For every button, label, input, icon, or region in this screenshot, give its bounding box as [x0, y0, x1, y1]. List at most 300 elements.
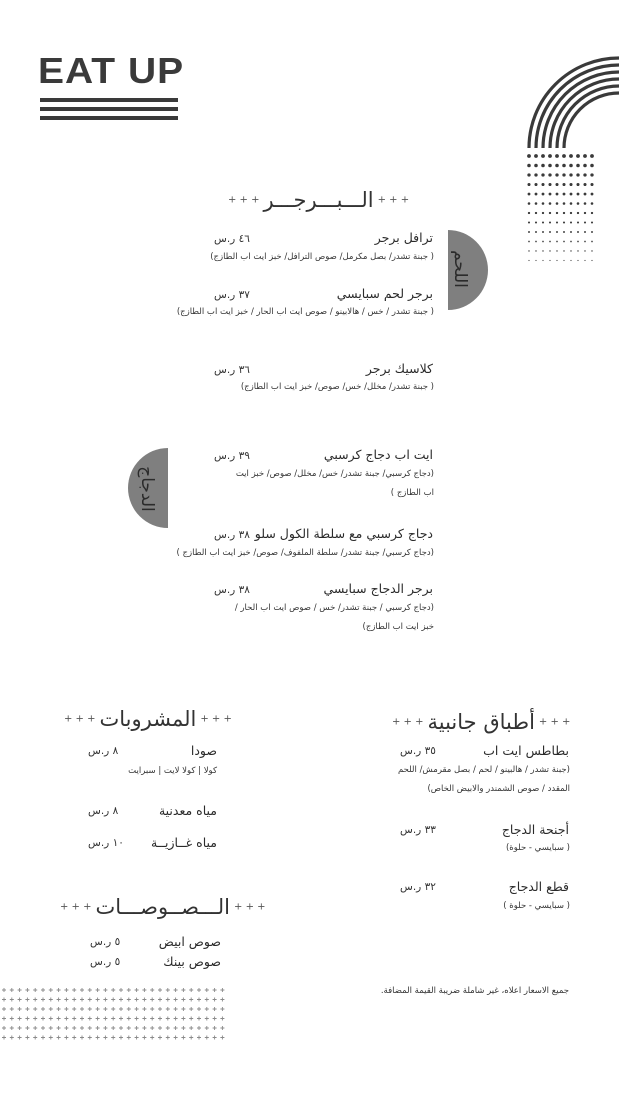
decor-plus	[127, 998, 131, 1002]
decor-plus	[166, 988, 170, 992]
menu-item-description: ( جبنة تشدر / خس / هالابينو / صوص ايت اب الحار / خبز ايت اب الطازج)	[176, 307, 434, 317]
decor-dot	[534, 154, 538, 158]
decor-plus	[181, 1007, 185, 1011]
decor-plus	[135, 1007, 139, 1011]
decor-dot	[590, 173, 593, 176]
decor-plus	[181, 1017, 185, 1021]
sides-section-title: + + +أطباق جانبية+ + +	[392, 710, 571, 734]
decor-plus	[57, 1036, 61, 1040]
decor-plus	[10, 988, 14, 992]
decor-dot	[535, 193, 538, 196]
menu-item-price: ٣٢ ر.س	[400, 881, 436, 893]
decor-dot	[528, 241, 530, 243]
decor-dot	[555, 154, 559, 158]
decor-plus	[142, 988, 146, 992]
decor-plus	[166, 1017, 170, 1021]
decor-plus	[57, 998, 61, 1002]
decor-plus	[158, 988, 162, 992]
decor-plus	[18, 988, 22, 992]
decor-dot	[535, 241, 537, 243]
decor-dot	[556, 260, 557, 261]
decor-dot	[591, 231, 593, 233]
decor-plus	[64, 998, 68, 1002]
decor-plus	[166, 998, 170, 1002]
decor-plus	[25, 1017, 29, 1021]
decor-dot	[534, 183, 537, 186]
menu-item-price: ٨ ر.س	[88, 805, 119, 817]
menu-item-price: ٨ ر.س	[88, 745, 119, 757]
decor-dot	[541, 154, 545, 158]
decor-plus	[174, 998, 178, 1002]
decor-plus	[213, 1036, 217, 1040]
menu-item-price: ٤٦ ر.س	[214, 233, 250, 245]
decor-dot	[569, 154, 573, 158]
decor-plus	[2, 1007, 6, 1011]
decor-plus	[181, 1026, 185, 1030]
decor-plus	[57, 1017, 61, 1021]
decor-plus	[158, 1007, 162, 1011]
decor-dot	[577, 260, 578, 261]
decor-plus	[10, 1017, 14, 1021]
logo-stripe	[40, 116, 178, 120]
decor-dot	[569, 173, 572, 176]
decor-plus	[96, 1017, 100, 1021]
decor-plus	[213, 988, 217, 992]
decor-plus	[166, 1036, 170, 1040]
decor-plus	[189, 988, 193, 992]
decor-plus	[103, 998, 107, 1002]
decor-dot	[548, 164, 552, 168]
decor-plus	[103, 988, 107, 992]
decor-plus	[142, 1026, 146, 1030]
decor-dot	[528, 221, 530, 223]
decor-plus	[127, 1017, 131, 1021]
decor-plus	[25, 998, 29, 1002]
decor-dot	[570, 250, 571, 251]
decor-plus	[220, 1036, 224, 1040]
menu-item-name: أجنحة الدجاج	[501, 822, 569, 837]
decor-plus	[150, 1017, 154, 1021]
decor-dot	[569, 164, 573, 168]
decor-plus	[25, 1007, 29, 1011]
decor-plus	[174, 988, 178, 992]
decor-plus	[220, 1017, 224, 1021]
decor-dot	[583, 154, 587, 158]
decor-plus	[64, 1017, 68, 1021]
decor-dot	[556, 231, 558, 233]
menu-item-name: صوص ابيض	[158, 934, 221, 949]
decor-plus	[10, 1026, 14, 1030]
decor-plus	[57, 1026, 61, 1030]
decor-dot	[577, 202, 580, 205]
decor-dot	[535, 202, 538, 205]
decor-plus	[220, 1007, 224, 1011]
decor-plus	[18, 1036, 22, 1040]
decor-plus	[119, 1026, 123, 1030]
decor-dot	[570, 202, 573, 205]
decor-dot	[556, 212, 558, 214]
decor-plus	[2, 1026, 6, 1030]
decor-plus	[49, 1007, 53, 1011]
decor-dot	[548, 173, 551, 176]
decor-dot	[542, 260, 543, 261]
decor-plus	[135, 1026, 139, 1030]
decor-plus	[213, 1017, 217, 1021]
decor-plus	[88, 988, 92, 992]
decor-plus	[96, 1036, 100, 1040]
decor-plus	[33, 988, 37, 992]
decor-dot	[541, 183, 544, 186]
decor-dot	[527, 164, 531, 168]
menu-item-description: (دجاج كرسبي / جبنة تشدر/ خس / صوص ايت اب الحار / خبز ايت اب الطازج)	[234, 603, 434, 632]
decor-plus	[189, 1026, 193, 1030]
brand-logo: EAT UP	[38, 51, 185, 92]
decor-dot	[591, 212, 593, 214]
decor-plus	[10, 1036, 14, 1040]
decor-plus	[189, 1036, 193, 1040]
plus-pattern-decoration	[0, 985, 230, 1045]
decor-plus	[103, 1036, 107, 1040]
decor-plus	[189, 1007, 193, 1011]
decor-plus	[25, 1036, 29, 1040]
decor-dot	[542, 202, 545, 205]
decor-plus	[150, 1026, 154, 1030]
arch-dots-decoration	[520, 48, 619, 270]
decor-dot	[528, 250, 529, 251]
decor-dot	[548, 154, 552, 158]
decor-dot	[541, 164, 545, 168]
decor-plus	[96, 998, 100, 1002]
decor-dot	[563, 193, 566, 196]
decor-plus	[111, 1026, 115, 1030]
menu-item-description: (دجاج كرسبي/ جبنة تشدر/ خس/ مخلل/ صوص/ خبز ايت اب الطازج )	[235, 469, 434, 498]
decor-plus	[142, 1007, 146, 1011]
decor-plus	[41, 1036, 45, 1040]
decor-plus	[18, 998, 22, 1002]
decor-plus	[213, 1026, 217, 1030]
menu-item-description: ( سبايسي - حلوة )	[503, 901, 570, 911]
decor-dot	[583, 183, 586, 186]
decor-dot	[584, 202, 587, 205]
menu-item-description: ( جبنة تشدر/ بصل مكرمل/ صوص الترافل/ خبز ايت اب الطازج)	[210, 252, 434, 262]
decor-dot	[534, 173, 537, 176]
decor-dot	[584, 241, 586, 243]
decor-dot	[528, 193, 531, 196]
menu-item-name: دجاج كرسبي مع سلطة الكول سلو	[254, 526, 433, 541]
decor-plus	[88, 998, 92, 1002]
decor-dot	[556, 241, 558, 243]
decor-plus	[72, 1007, 76, 1011]
menu-item-description: ( جبنة تشدر/ مخلل/ خس/ صوص/ خبز ايت اب الطازج)	[240, 382, 434, 392]
decor-plus	[18, 1026, 22, 1030]
decor-dot	[563, 260, 564, 261]
decor-plus	[41, 988, 45, 992]
decor-dot	[570, 193, 573, 196]
decor-plus	[25, 988, 29, 992]
decor-dot	[583, 164, 587, 168]
decor-plus	[181, 1036, 185, 1040]
decor-plus	[80, 988, 84, 992]
decor-dot	[563, 231, 565, 233]
decor-dot	[584, 231, 586, 233]
decor-plus	[41, 998, 45, 1002]
decor-plus	[174, 1026, 178, 1030]
decor-plus	[2, 1017, 6, 1021]
decor-dot	[563, 250, 564, 251]
decor-dot	[555, 164, 559, 168]
decor-plus	[166, 1007, 170, 1011]
menu-item-description: ( سبايسي - حلوة)	[505, 843, 570, 853]
menu-item-price: ٣٦ ر.س	[214, 364, 250, 376]
decor-plus	[80, 1036, 84, 1040]
decor-dot	[549, 250, 550, 251]
menu-item-name: ترافل برجر	[374, 230, 433, 245]
decor-dot	[583, 173, 586, 176]
decor-dot	[542, 241, 544, 243]
decor-plus	[10, 1007, 14, 1011]
decor-dot	[549, 241, 551, 243]
decor-dot	[555, 183, 558, 186]
decor-plus	[33, 998, 37, 1002]
decor-plus	[142, 1017, 146, 1021]
decor-dot	[570, 231, 572, 233]
decor-dot	[535, 260, 536, 261]
decor-plus	[41, 1007, 45, 1011]
decor-dot	[570, 212, 572, 214]
decor-dot	[591, 241, 593, 243]
decor-plus	[174, 1007, 178, 1011]
menu-item-description: (دجاج كرسبي/ جبنة تشدر/ سلطة الملفوف/ صوص/ خبز ايت اب الطازج )	[176, 548, 434, 558]
decor-plus	[57, 1007, 61, 1011]
decor-dot	[556, 202, 559, 205]
decor-dot	[570, 260, 571, 261]
decor-plus	[33, 1026, 37, 1030]
decor-plus	[174, 1017, 178, 1021]
decor-dot	[569, 183, 572, 186]
beef-tab-label: اللحم	[449, 250, 470, 288]
decor-plus	[119, 1007, 123, 1011]
menu-item-name: صوص بينك	[163, 954, 221, 969]
decor-plus	[119, 988, 123, 992]
decor-dot	[527, 183, 530, 186]
decor-plus	[142, 1036, 146, 1040]
decor-plus	[135, 988, 139, 992]
decor-plus	[119, 1017, 123, 1021]
decor-plus	[80, 1026, 84, 1030]
menu-item-description: (جبنة تشدر / هالبينو / لحم / بصل مقرمش/ اللحم المقدد / صوص الشمندر والابيض الخاص)	[397, 765, 570, 794]
decor-plus	[80, 998, 84, 1002]
menu-item-name: بطاطس ايت اب	[483, 743, 569, 758]
logo-stripe	[40, 98, 178, 102]
decor-plus	[111, 1017, 115, 1021]
decor-plus	[49, 998, 53, 1002]
decor-plus	[213, 1007, 217, 1011]
decor-dot	[549, 260, 550, 261]
decor-plus	[127, 988, 131, 992]
menu-item-price: ٣٨ ر.س	[214, 584, 250, 596]
menu-item-price: ٥ ر.س	[90, 936, 121, 948]
decor-dot	[541, 173, 544, 176]
decor-dot	[528, 260, 529, 261]
decor-dot	[563, 212, 565, 214]
decor-dot	[563, 202, 566, 205]
decor-plus	[2, 1036, 6, 1040]
decor-plus	[88, 1007, 92, 1011]
decor-plus	[158, 1026, 162, 1030]
decor-dot	[563, 241, 565, 243]
decor-dot	[584, 221, 586, 223]
decor-dot	[542, 221, 544, 223]
decor-dot	[584, 193, 587, 196]
decor-dot	[556, 193, 559, 196]
decor-plus	[213, 998, 217, 1002]
decor-plus	[220, 998, 224, 1002]
decor-plus	[88, 1036, 92, 1040]
decor-dot	[591, 193, 594, 196]
decor-plus	[150, 1036, 154, 1040]
decor-plus	[41, 1026, 45, 1030]
decor-plus	[96, 1007, 100, 1011]
decor-plus	[64, 1026, 68, 1030]
menu-item-price: ٣٥ ر.س	[400, 745, 436, 757]
decor-plus	[127, 1026, 131, 1030]
decor-plus	[18, 1007, 22, 1011]
chicken-tab-label: الدجاج	[136, 466, 157, 512]
decor-plus	[111, 998, 115, 1002]
decor-dot	[535, 231, 537, 233]
decor-plus	[135, 1017, 139, 1021]
decor-plus	[25, 1026, 29, 1030]
decor-plus	[205, 1036, 209, 1040]
decor-plus	[72, 988, 76, 992]
decor-plus	[96, 1026, 100, 1030]
decor-dot	[549, 231, 551, 233]
decor-dot	[542, 212, 544, 214]
decor-plus	[127, 1007, 131, 1011]
decor-dot	[570, 221, 572, 223]
decor-plus	[189, 998, 193, 1002]
decor-plus	[127, 1036, 131, 1040]
decor-dot	[584, 212, 586, 214]
vat-footnote: جميع الاسعار اعلاه، غير شاملة ضريبة القيمة المضافة.	[380, 986, 569, 996]
decor-plus	[197, 1026, 201, 1030]
decor-plus	[57, 988, 61, 992]
decor-dot	[549, 221, 551, 223]
decor-dot	[549, 202, 552, 205]
decor-dot	[577, 250, 578, 251]
decor-dot	[542, 231, 544, 233]
decor-dot	[542, 193, 545, 196]
decor-plus	[111, 1007, 115, 1011]
decor-plus	[142, 998, 146, 1002]
decor-dot	[576, 183, 579, 186]
decor-plus	[103, 1017, 107, 1021]
decor-plus	[88, 1026, 92, 1030]
decor-dot	[535, 250, 536, 251]
decor-dot	[562, 183, 565, 186]
decor-plus	[158, 1017, 162, 1021]
decor-plus	[64, 1007, 68, 1011]
decor-plus	[205, 1007, 209, 1011]
menu-item-price: ٣٩ ر.س	[214, 450, 250, 462]
decor-plus	[119, 1036, 123, 1040]
decor-dot	[548, 183, 551, 186]
decor-plus	[150, 988, 154, 992]
decor-dot	[542, 250, 543, 251]
menu-item-price: ٣٨ ر.س	[214, 529, 250, 541]
decor-plus	[150, 1007, 154, 1011]
decor-plus	[41, 1017, 45, 1021]
decor-plus	[158, 1036, 162, 1040]
decor-plus	[158, 998, 162, 1002]
decor-plus	[96, 988, 100, 992]
decor-plus	[88, 1017, 92, 1021]
decor-dot	[577, 193, 580, 196]
decor-plus	[174, 1036, 178, 1040]
decor-dot	[577, 241, 579, 243]
menu-item-name: كلاسيك برجر	[365, 361, 433, 376]
decor-dot	[590, 154, 594, 158]
decor-dot	[535, 212, 537, 214]
decor-dot	[562, 164, 566, 168]
decor-plus	[49, 988, 53, 992]
decor-plus	[64, 1036, 68, 1040]
decor-dot	[535, 221, 537, 223]
decor-plus	[103, 1026, 107, 1030]
decor-plus	[197, 1007, 201, 1011]
decor-dot	[591, 260, 592, 261]
decor-plus	[135, 998, 139, 1002]
menu-item-name: برجر لحم سبايسي	[336, 286, 433, 301]
decor-plus	[72, 1036, 76, 1040]
decor-plus	[2, 998, 6, 1002]
decor-plus	[111, 988, 115, 992]
decor-plus	[181, 998, 185, 1002]
decor-plus	[220, 988, 224, 992]
decor-dot	[584, 260, 585, 261]
decor-plus	[205, 988, 209, 992]
decor-dot	[576, 173, 579, 176]
decor-plus	[166, 1026, 170, 1030]
decor-plus	[49, 1036, 53, 1040]
decor-dot	[591, 250, 592, 251]
decor-plus	[33, 1036, 37, 1040]
decor-dot	[556, 221, 558, 223]
menu-item-price: ١٠ ر.س	[88, 837, 124, 849]
decor-dot	[527, 173, 530, 176]
sauces-section-title: + + +الـــصــوصـــات+ + +	[60, 895, 266, 919]
decor-dot	[591, 202, 594, 205]
decor-plus	[119, 998, 123, 1002]
burger-section-title: + + +الـــبـــرجـــر+ + +	[228, 188, 410, 212]
decor-plus	[111, 1036, 115, 1040]
menu-item-price: ٣٣ ر.س	[400, 824, 436, 836]
menu-item-name: برجر الدجاج سبايسي	[323, 581, 433, 596]
decor-dot	[577, 221, 579, 223]
decor-dot	[527, 154, 531, 158]
decor-plus	[181, 988, 185, 992]
decor-dot	[577, 212, 579, 214]
decor-plus	[197, 998, 201, 1002]
decor-dot	[528, 212, 530, 214]
decor-plus	[197, 988, 201, 992]
decor-plus	[72, 1017, 76, 1021]
decor-dot	[549, 193, 552, 196]
decor-plus	[18, 1017, 22, 1021]
decor-plus	[150, 998, 154, 1002]
menu-item-name: مياه غــازيــة	[150, 835, 217, 850]
decor-dot	[534, 164, 538, 168]
